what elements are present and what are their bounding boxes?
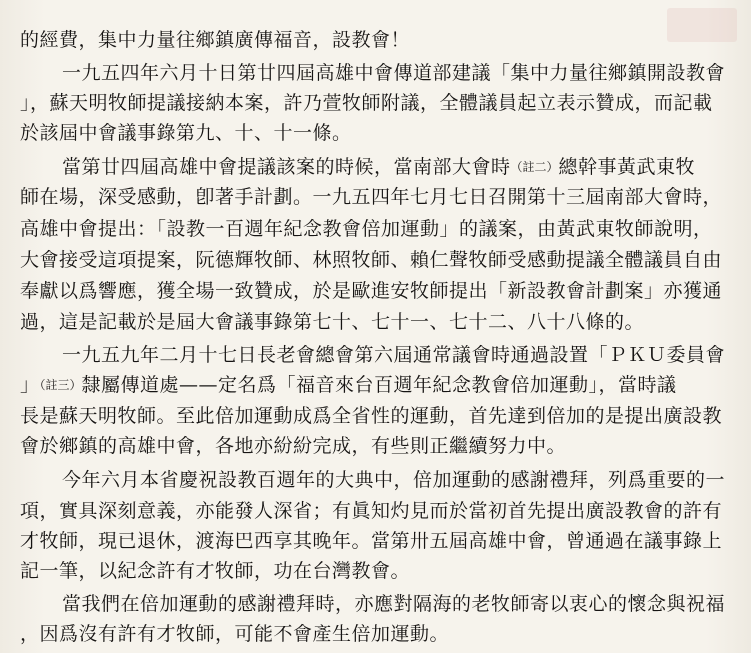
text-line: [62, 465, 725, 495]
text-line: [20, 182, 722, 212]
bleed-through-mark: [667, 8, 737, 42]
footnote-ref: （註二）: [510, 160, 559, 174]
line-text: 過，這是記載於是屆大會議事錄第七十、七十一、七十二、八十八條的。: [20, 311, 645, 333]
line-text: 一九五四年六月十日第廿四屆高雄中會傳道部建議「集中力量往鄉鎮開設教會: [62, 62, 726, 84]
text-line: [20, 401, 722, 431]
footnote-ref: （註三）: [39, 378, 82, 392]
line-text: 的經費，集中力量往鄉鎮廣傳福音，設教會！: [20, 29, 411, 51]
line-text: 記一筆，以紀念許有才牧師，功在台灣教會。: [20, 560, 411, 582]
line-text: 長是蘇天明牧師。至此倍加運動成爲全省性的運動，首先達到倍加的是提出廣設教: [20, 405, 723, 427]
text-line: [20, 556, 410, 586]
line-text: 師在場，深受感動，卽著手計劃。一九五四年七月七日召開第十三屆南部大會時，: [20, 186, 723, 208]
text-line: [20, 526, 722, 556]
text-line: [20, 214, 713, 244]
line-text: 會於鄉鎮的高雄中會，各地亦紛紛完成，有些則正繼續努力中。: [20, 435, 567, 457]
line-text-after-note: 隸屬傳道處——定名爲「福音來台百週年紀念教會倍加運動」，當時議: [81, 374, 677, 396]
line-text: 大會接受這項提案，阮德輝牧師、林照牧師、賴仁聲牧師受感動提議全體議員自由: [20, 249, 723, 271]
text-line: [20, 496, 722, 526]
line-text: 」，蘇天明牧師提議接納本案，許乃萱牧師附議，全體議員起立表示贊成，而記載: [20, 92, 713, 114]
text-line: [20, 370, 677, 400]
text-line: [62, 152, 695, 182]
line-text: 項，實具深刻意義，亦能發人深省；有眞知灼見而於當初首先提出廣設教會的許有: [20, 500, 723, 522]
line-text: 才牧師，現已退休，渡海巴西享其晚年。當第卅五屆高雄中會，曾通過在議事錄上: [20, 530, 723, 552]
line-text: 奉獻以爲響應，獲全場一致贊成，於是歐進安牧師提出「新設教會計劃案」亦獲通: [20, 280, 723, 302]
line-text: 當第廿四屆高雄中會提議該案的時候，當南部大會時: [62, 156, 511, 178]
text-line: [62, 58, 725, 88]
text-line: [20, 88, 713, 118]
line-text: 今年六月本省慶祝設教百週年的大典中，倍加運動的感謝禮拜，列爲重要的一: [62, 469, 726, 491]
text-line: [62, 340, 725, 370]
line-text: 」: [20, 374, 40, 396]
line-text: ，因爲沒有許有才牧師，可能不會產生倍加運動。: [20, 623, 450, 645]
line-text: 高雄中會提出：「設教一百週年紀念教會倍加運動」的議案，由黃武東牧師說明，: [20, 218, 713, 240]
text-line: [20, 307, 644, 337]
text-line: [20, 118, 352, 148]
line-text: 於該屆中會議事錄第九、十、十一條。: [20, 122, 352, 144]
text-line: [20, 25, 410, 55]
text-line: [62, 589, 725, 619]
line-text: 當我們在倍加運動的感謝禮拜時，亦應對隔海的老牧師寄以衷心的懷念與祝福: [62, 593, 726, 615]
line-text: 一九五九年二月十七日長老會總會第六屆通常議會時通過設置「ＰＫＵ委員會: [62, 344, 726, 366]
text-line: [20, 276, 722, 306]
text-line: [20, 431, 566, 461]
text-line: [20, 245, 722, 275]
text-line: [20, 619, 449, 649]
line-text-after-note: 總幹事黃武東牧: [558, 156, 696, 178]
